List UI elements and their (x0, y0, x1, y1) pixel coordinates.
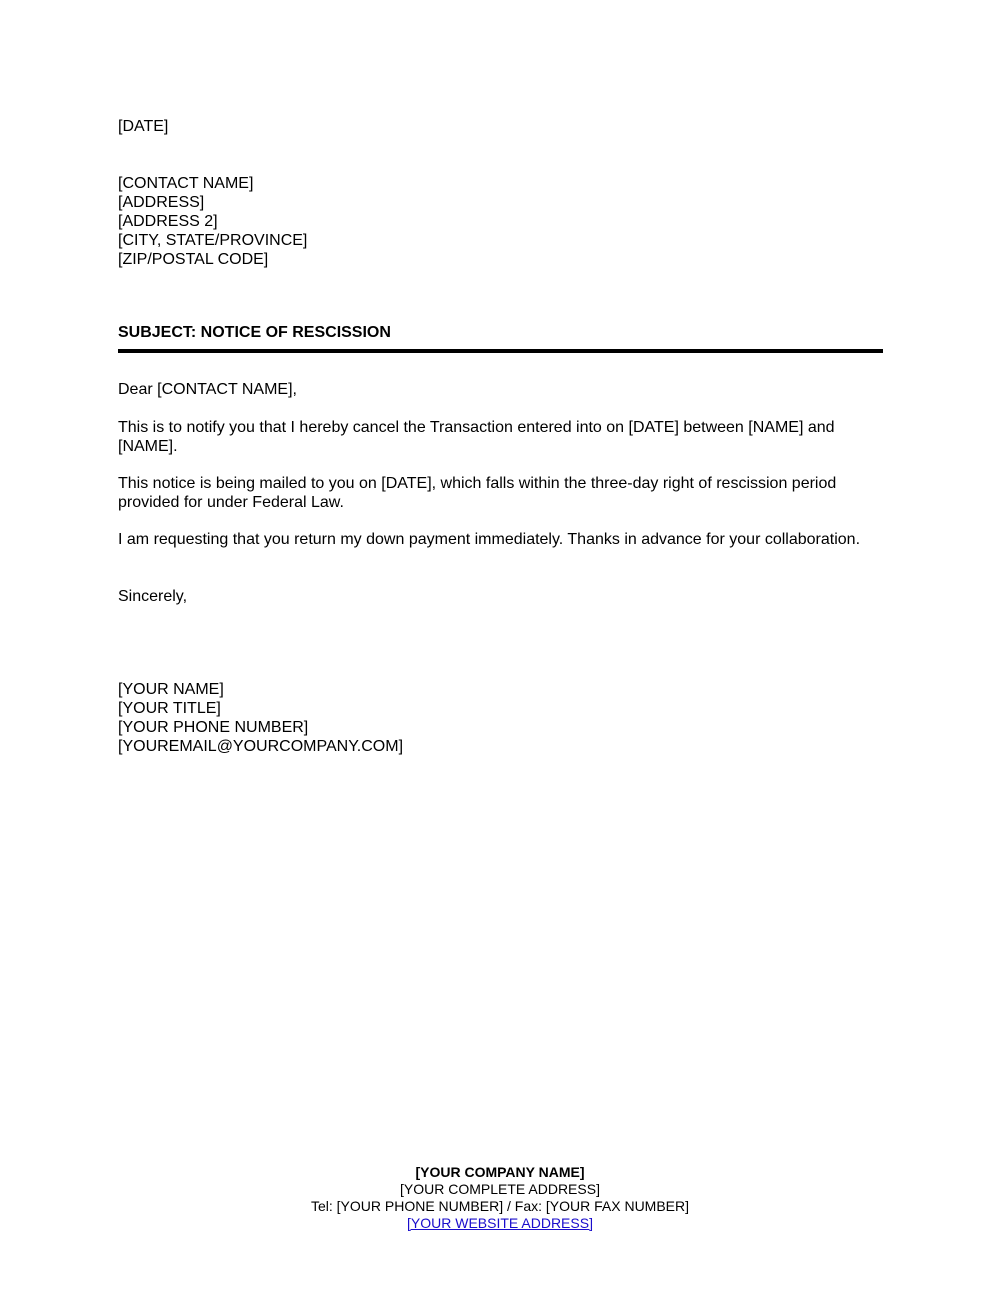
body-paragraph-text: I am requesting that you return my down payment immediately. Thanks in advance for your collaboration. (118, 531, 861, 548)
body-paragraph-text: This notice is being mailed to you on [DATE], which falls within the three-day right of rescission period provided for under Federal Law. (118, 475, 837, 511)
subject-divider (118, 349, 883, 353)
closing (118, 587, 883, 606)
body-paragraph (118, 474, 883, 512)
signature-email: [YOUREMAIL@YOURCOMPANY.COM] (118, 738, 404, 755)
recipient-contact-name: [CONTACT NAME] (118, 175, 254, 192)
signature-phone: [YOUR PHONE NUMBER] (118, 719, 309, 736)
subject-heading: SUBJECT: NOTICE OF RESCISSION (118, 324, 391, 341)
letterhead-footer (0, 1164, 1000, 1232)
recipient-address-block (118, 174, 883, 269)
recipient-address: [ADDRESS] (118, 194, 205, 211)
footer-website-row (0, 1215, 1000, 1232)
body-paragraph (118, 418, 883, 456)
letter-date-block (118, 117, 883, 136)
footer-website-link[interactable]: [YOUR WEBSITE ADDRESS] (407, 1215, 593, 1231)
salutation (118, 380, 883, 399)
closing-text: Sincerely, (118, 588, 188, 605)
footer-contact-line: Tel: [YOUR PHONE NUMBER] / Fax: [YOUR FAX NUMBER] (310, 1198, 690, 1214)
recipient-zip: [ZIP/POSTAL CODE] (118, 251, 269, 268)
footer-company-name: [YOUR COMPANY NAME] (415, 1164, 585, 1180)
signature-block (118, 680, 883, 756)
body-paragraph-text: This is to notify you that I hereby cancel the Transaction entered into on [DATE] between [NAME] and [NAME]. (118, 419, 835, 455)
body-paragraph (118, 530, 883, 549)
recipient-city-state: [CITY, STATE/PROVINCE] (118, 232, 308, 249)
signature-title: [YOUR TITLE] (118, 700, 221, 717)
salutation-text: Dear [CONTACT NAME], (118, 381, 297, 398)
signature-name: [YOUR NAME] (118, 681, 224, 698)
recipient-address-2: [ADDRESS 2] (118, 213, 218, 230)
letter-date: [DATE] (118, 118, 169, 135)
footer-address: [YOUR COMPLETE ADDRESS] (400, 1181, 600, 1197)
